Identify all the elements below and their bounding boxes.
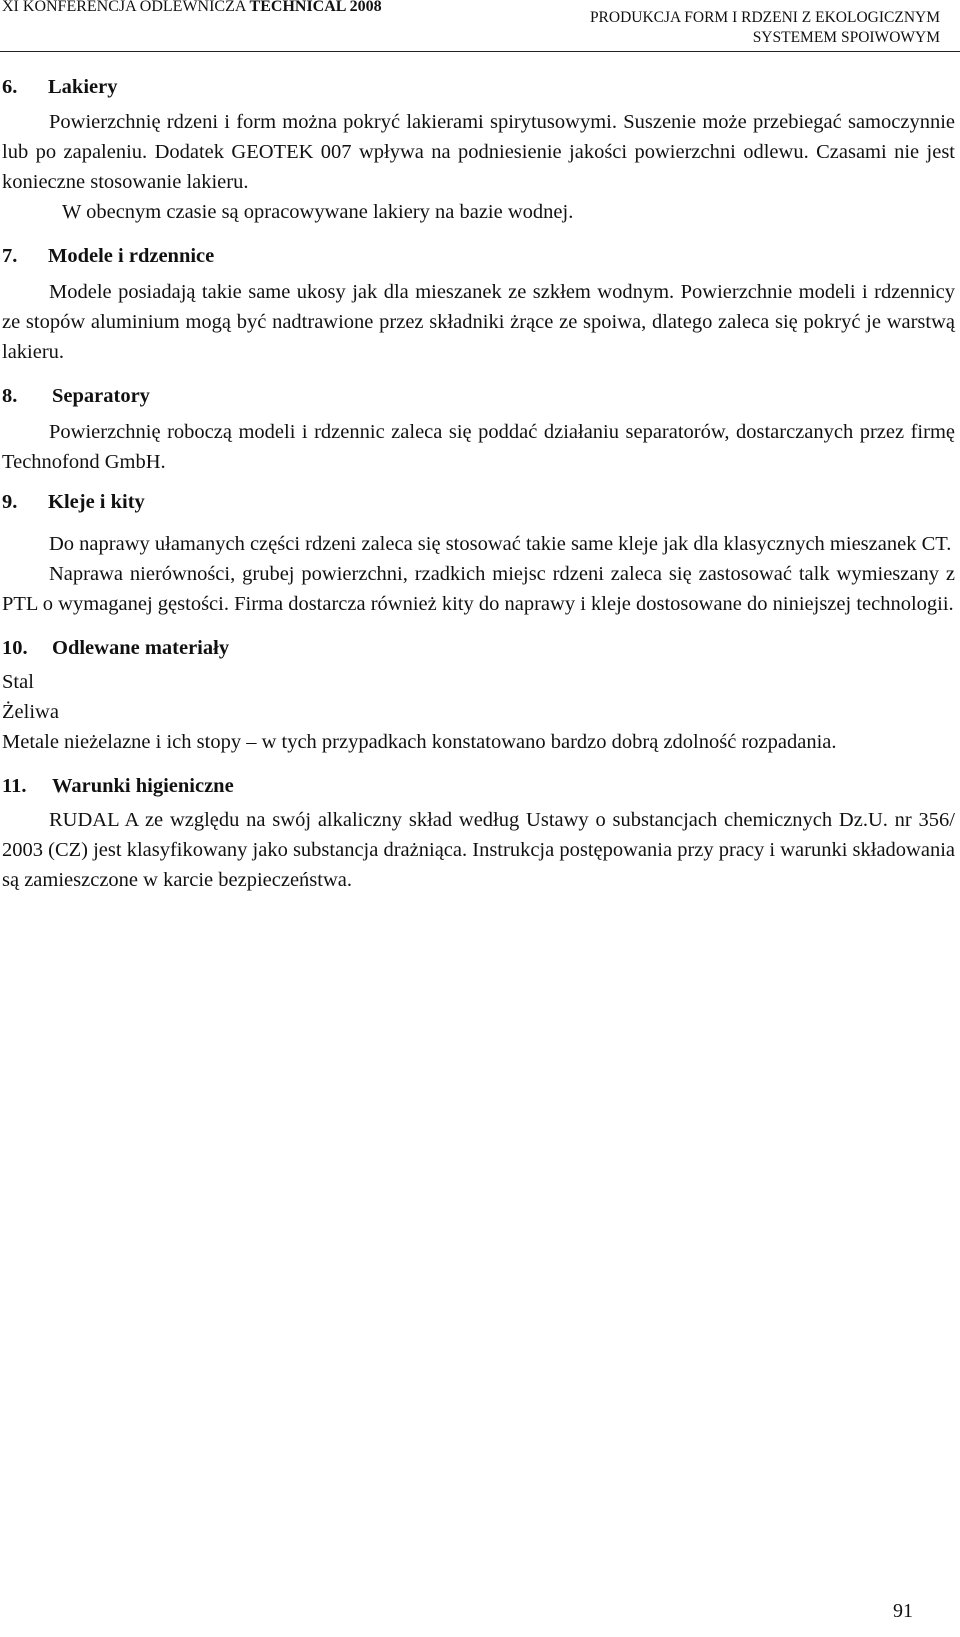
section-10-line-1: Stal <box>2 671 34 693</box>
section-number: 8. <box>2 385 18 407</box>
conference-title <box>2 0 382 16</box>
section-6-paragraph-2: W obecnym czasie są opracowywane lakiery na bazie wodnej. <box>62 201 574 223</box>
section-number: 9. <box>2 491 18 513</box>
section-title: Modele i rdzennice <box>48 245 215 267</box>
section-7-heading <box>2 241 955 271</box>
section-11-heading <box>2 771 955 801</box>
section-8-heading <box>2 381 955 411</box>
section-10-paragraph-1: Metale nieżelazne i ich stopy – w tych przypadkach konstatowano bardzo dobrą zdolność rozpadania. <box>2 731 837 753</box>
section-6-paragraph-1: Powierzchnię rdzeni i form można pokryć lakierami spirytusowymi. Suszenie może przebiegać samoczynnie lub po zapaleniu. Dodatek GEOTEK 007 wpływa na podniesienie jakości powierzchni odlewu. Czasami nie jest konieczne stosowanie lakieru. <box>2 111 955 193</box>
section-10-heading <box>2 633 955 663</box>
section-title: Lakiery <box>48 76 118 98</box>
section-11-paragraph-1: RUDAL A ze względu na swój alkaliczny skład według Ustawy o substancjach chemicznych Dz.U. nr 356/ 2003 (CZ) jest klasyfikowany jako substancja drażniąca. Instrukcja postępowania przy pracy i warunki składowania są zamieszczone w karcie bezpieczeństwa. <box>2 809 955 891</box>
conference-title-bold: TECHNICAL 2008 <box>249 0 382 15</box>
section-title: Separatory <box>52 385 150 407</box>
section-title: Warunki higieniczne <box>52 775 234 797</box>
section-9-paragraph-1: Do naprawy ułamanych części rdzeni zaleca się stosować takie same kleje jak dla klasycznych mieszanek CT. <box>49 533 952 555</box>
section-9-heading <box>2 487 955 517</box>
section-number: 10. <box>2 637 28 659</box>
section-9-paragraph-2: Naprawa nierówności, grubej powierzchni, rzadkich miejsc rdzeni zaleca się zastosować talk wymieszany z PTL o wymaganej gęstości. Firma dostarcza również kity do naprawy i kleje dostosowane do niniejszej technologii. <box>2 563 955 615</box>
document-title-line-2: SYSTEMEM SPOIWOWYM <box>752 29 940 46</box>
header-divider <box>0 51 960 52</box>
section-title: Kleje i kity <box>48 491 145 513</box>
conference-title-prefix: XI KONFERENCJA ODLEWNICZA <box>2 0 246 15</box>
section-7-paragraph-1: Modele posiadają takie same ukosy jak dla mieszanek ze szkłem wodnym. Powierzchnie modeli i rdzennicy ze stopów aluminium mogą być nadtrawione przez składniki żrące ze spoiwa, dlatego zaleca się pokryć je warstwą lakieru. <box>2 281 955 363</box>
document-title-line-1: PRODUKCJA FORM I RDZENI Z EKOLOGICZNYM <box>589 9 940 26</box>
document-title <box>590 8 940 48</box>
section-number: 7. <box>2 245 18 267</box>
section-number: 11. <box>2 775 27 797</box>
page-number: 91 <box>893 1600 913 1622</box>
section-8-paragraph-1: Powierzchnię roboczą modeli i rdzennic zaleca się poddać działaniu separatorów, dostarczanych przez firmę Technofond GmbH. <box>2 421 955 473</box>
section-title: Odlewane materiały <box>52 637 230 659</box>
page-header <box>0 0 960 56</box>
section-number: 6. <box>2 76 18 98</box>
page-body <box>2 72 955 895</box>
section-6-heading <box>2 72 955 102</box>
section-10-line-2: Żeliwa <box>2 701 59 723</box>
